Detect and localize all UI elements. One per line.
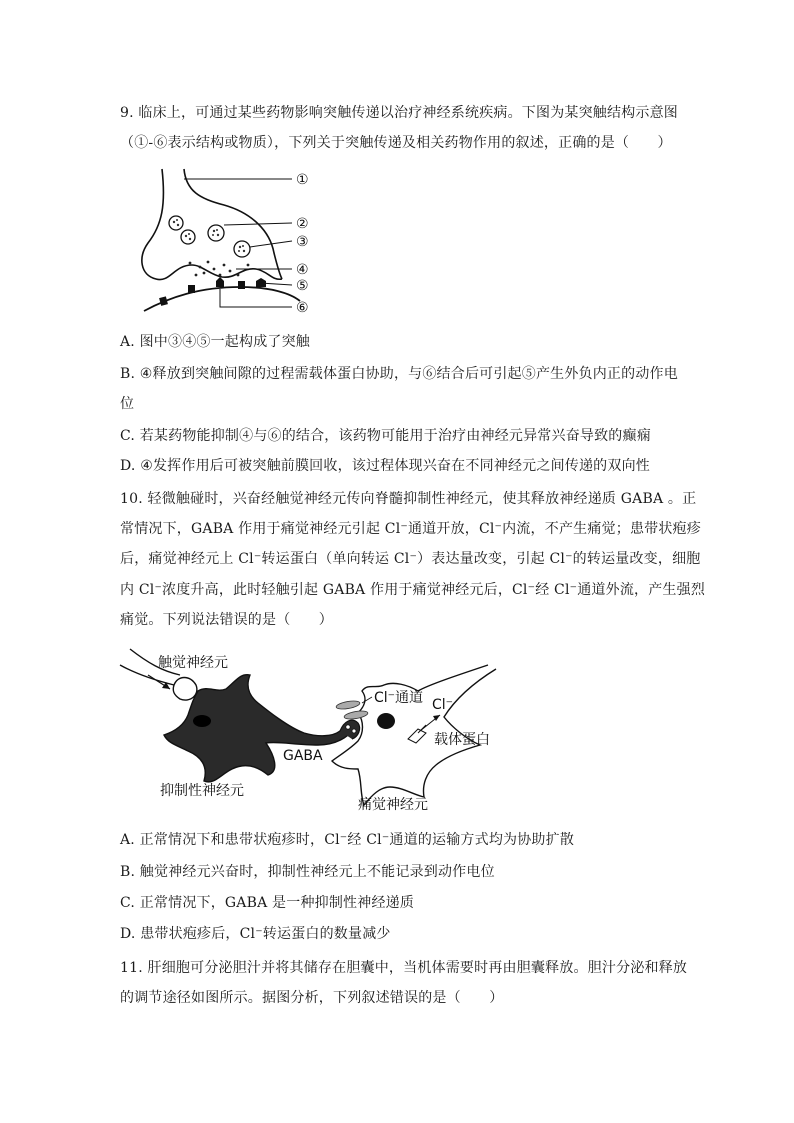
q10-stem-line5: 痛觉。下列说法错误的是（ ）: [120, 612, 333, 628]
cl-channel-label: Cl⁻通道: [374, 690, 424, 706]
synapse-label-3: ③: [296, 234, 309, 250]
q10-stem-line2: 常情况下，GABA 作用于痛觉神经元引起 Cl⁻通道开放，Cl⁻内流，不产生痛觉；患带状疱疹: [120, 521, 701, 537]
inhibitory-neuron-label: 抑制性神经元: [160, 783, 244, 799]
q9-stem-line2: （①-⑥表示结构或物质），下列关于突触传递及相关药物作用的叙述，正确的是（ ）: [120, 135, 672, 151]
synapse-label-4: ④: [296, 262, 309, 278]
synapse-label-1: ①: [296, 172, 309, 188]
q9-stem-line1: 9. 临床上，可通过某些药物影响突触传递以治疗神经系统疾病。下图为某突触结构示意图: [120, 105, 679, 121]
synapse-label-2: ②: [296, 216, 309, 232]
synapse-label-6: ⑥: [296, 300, 309, 316]
pain-neuron-label: 痛觉神经元: [358, 797, 428, 813]
q10-option-a: A. 正常情况下和患带状疱疹时，Cl⁻经 Cl⁻通道的运输方式均为协助扩散: [120, 832, 575, 848]
q10-stem-line4: 内 Cl⁻浓度升高，此时轻触引起 GABA 作用于痛觉神经元后，Cl⁻经 Cl⁻通道外流，产生强烈: [120, 582, 706, 598]
q10-option-b: B. 触觉神经元兴奋时，抑制性神经元上不能记录到动作电位: [120, 864, 495, 880]
cl-ion-label: Cl⁻: [432, 697, 454, 713]
q10-option-d: D. 患带状疱疹后，Cl⁻转运蛋白的数量减少: [120, 926, 391, 942]
neuron-diagram: [118, 645, 498, 815]
q9-option-b-line2: 位: [120, 396, 135, 412]
synapse-diagram: [140, 165, 360, 315]
q10-stem-line3: 后，痛觉神经元上 Cl⁻转运蛋白（单向转运 Cl⁻）表达量改变，引起 Cl⁻的转运量改变，细胞: [120, 551, 701, 567]
q9-option-a: A. 图中③④⑤一起构成了突触: [120, 334, 311, 350]
carrier-protein-label: 载体蛋白: [434, 732, 490, 748]
synapse-label-5: ⑤: [296, 278, 309, 294]
q11-stem-line2: 的调节途径如图所示。据图分析，下列叙述错误的是（ ）: [120, 990, 504, 1006]
q9-option-c: C. 若某药物能抑制④与⑥的结合，该药物可能用于治疗由神经元异常兴奋导致的癫痫: [120, 428, 651, 444]
q9-option-d: D. ④发挥作用后可被突触前膜回收，该过程体现兴奋在不同神经元之间传递的双向性: [120, 458, 650, 474]
q10-option-c: C. 正常情况下，GABA 是一种抑制性神经递质: [120, 895, 415, 911]
q11-stem-line1: 11. 肝细胞可分泌胆汁并将其储存在胆囊中，当机体需要时再由胆囊释放。胆汁分泌和释放: [120, 960, 688, 976]
gaba-label: GABA: [283, 748, 323, 764]
touch-neuron-label: 触觉神经元: [158, 655, 228, 671]
q10-stem-line1: 10. 轻微触碰时，兴奋经触觉神经元传向脊髓抑制性神经元，使其释放神经递质 GABA 。正: [120, 491, 697, 507]
q9-option-b-line1: B. ④释放到突触间隙的过程需载体蛋白协助，与⑥结合后可引起⑤产生外负内正的动作电: [120, 366, 678, 382]
